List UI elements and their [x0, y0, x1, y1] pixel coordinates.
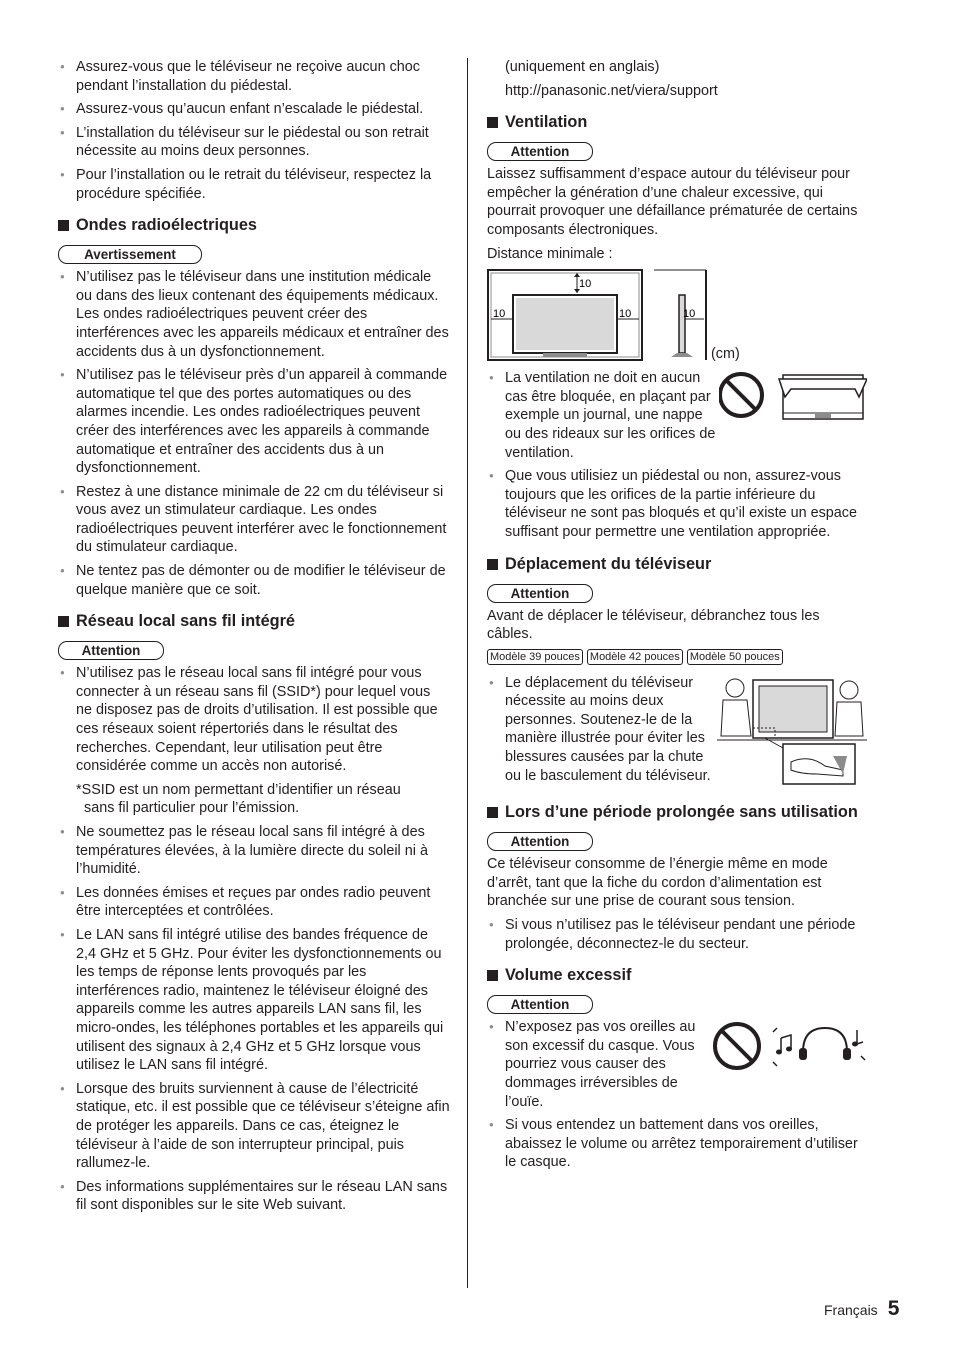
square-bullet-icon [487, 807, 498, 818]
caution-label: Attention [487, 584, 593, 603]
model-tag: Modèle 39 pouces [487, 649, 583, 665]
list-item: ● Lorsque des bruits surviennent à cause de l’électricité statique, etc. il est possible que ce téléviseur s’éteigne afin de protéger les appareils. Dans ce cas, éteignez le téléviseur à l’aide de son interrupteur principal, puis rallumez-le. [58, 1080, 450, 1173]
section-heading-unused [487, 802, 867, 823]
list-item: ● Ne soumettez pas le réseau local sans fil intégré à des températures élevées, à la lumière directe du soleil ni à l’humidité. [58, 823, 450, 879]
heading-text: Réseau local sans fil intégré [76, 612, 295, 631]
dimension-right: 10 [619, 308, 632, 321]
tv-front-clearance-diagram [487, 269, 643, 361]
caution-label: Attention [58, 641, 164, 660]
square-bullet-icon [487, 970, 498, 981]
volume-bullet-list-2 [487, 1116, 867, 1172]
dimension-top: 10 [579, 278, 592, 291]
list-item: ● Que vous utilisiez un piédestal ou non, assurez-vous toujours que les orifices de la partie inférieure du téléviseur ne sont pas bloqués et qu’il existe un espace suffisant pour permettre une ventilation appropriée. [487, 467, 867, 541]
warning-label: Avertissement [58, 245, 202, 264]
note-line: *SSID est un nom permettant d’identifier un réseau [76, 781, 401, 798]
continuation-text: (uniquement en anglais) [505, 59, 660, 75]
section-heading-ventilation [487, 112, 867, 133]
volume-bullet-list [487, 1018, 711, 1116]
heading-text: Déplacement du téléviseur [505, 554, 712, 573]
model-tag: Modèle 50 pouces [687, 649, 783, 665]
column-divider [467, 58, 468, 1288]
heading-text: Volume excessif [505, 966, 632, 985]
heading-text: Lors d’une période prolongée sans utilisation [505, 803, 858, 822]
footer-language: Français [824, 1302, 878, 1318]
tv-side-clearance-diagram [653, 269, 707, 361]
page-footer [824, 1297, 900, 1320]
list-item: ● Les données émises et reçues par ondes radio peuvent être interceptées et contrôlées. [58, 884, 450, 921]
square-bullet-icon [487, 117, 498, 128]
list-item: ● L’installation du téléviseur sur le piédestal ou son retrait nécessite au moins deux personnes. [58, 124, 450, 161]
unit-label: (cm) [711, 345, 740, 362]
ventilation-bullet-block [487, 369, 867, 467]
caution-label: Attention [487, 142, 593, 161]
square-bullet-icon [487, 559, 498, 570]
list-item: ● Restez à une distance minimale de 22 cm du téléviseur si vous avez un stimulateur cardiaque. Les ondes radioélectriques peuvent interférer avec le fonctionnement du stimulateur cardiaque. [58, 483, 450, 557]
list-item: ● N’exposez pas vos oreilles au son excessif du casque. Vous pourriez vous causer des dommages irréversibles de l’ouïe. [487, 1018, 711, 1111]
note-line: sans fil particulier pour l’émission. [84, 800, 300, 817]
section-heading-volume [487, 965, 867, 986]
list-item: ● Le LAN sans fil intégré utilise des bandes fréquence de 2,4 GHz et 5 GHz. Pour éviter les dysfonctionnements ou les temps de réponse lents provoqués par les interférences radio, maintenez le téléviseur éloigné des appareils comme les autres appareils LAN sans fil, les micro-ondes, les téléphones portables et les appareils qui utilisent des signaux à 2,4 GHz et 5 GHz lorsque vous utilisez le LAN sans fil intégré. [58, 926, 450, 1075]
list-item: ● Assurez-vous que le téléviseur ne reçoive aucun choc pendant l’installation du piédestal. [58, 58, 450, 95]
wlan-bullet-list [58, 664, 450, 776]
section-heading-wlan [58, 611, 450, 632]
list-item: ● N’utilisez pas le téléviseur près d’un appareil à commande automatique tel que des portes automatiques ou des alarmes incendie. Les ondes radioélectriques peuvent créer des interférences avec les appareils à commande automatique et entraîner des accidents dus à un dysfonctionnement. [58, 366, 450, 478]
caution-label: Attention [487, 995, 593, 1014]
square-bullet-icon [58, 220, 69, 231]
ventilation-text: Laissez suffisamment d’espace autour du téléviseur pour empêcher la génération d’une chaleur excessive, qui pourrait provoquer une défaillance prématurée de certains composants électroniques. [487, 166, 858, 238]
dimension-left: 10 [493, 308, 506, 321]
right-column [487, 58, 867, 1177]
dimension-side: 10 [683, 308, 696, 321]
support-url: http://panasonic.net/viera/support [505, 82, 718, 99]
ssid-note [58, 781, 450, 818]
heading-text: Ventilation [505, 113, 588, 132]
list-item: ● N’utilisez pas le téléviseur dans une institution médicale ou dans des lieux contenant des équipements médicaux. Les ondes radioélectriques peuvent créer des interférences avec les appareils médicaux et entraîner des accidents dus à un dysfonctionnement. [58, 268, 450, 361]
volume-bullet-block [487, 1018, 867, 1116]
section-heading-move [487, 554, 867, 575]
unused-text: Ce téléviseur consomme de l’énergie même en mode d’arrêt, tant que la fiche du cordon d’alimentation est branchée sur une prise de courant sous tension. [487, 856, 828, 910]
two-person-carry-illustration [717, 674, 867, 786]
distance-label: Distance minimale : [487, 245, 613, 262]
list-item: ● Si vous entendez un battement dans vos oreilles, abaissez le volume ou arrêtez temporairement d’utiliser le casque. [487, 1116, 867, 1172]
move-bullet-block [487, 674, 867, 791]
list-item: ● Assurez-vous qu’aucun enfant n’escalade le piédestal. [58, 100, 450, 119]
square-bullet-icon [58, 616, 69, 627]
left-column [58, 58, 450, 1220]
list-item: ● Pour l’installation ou le retrait du téléviseur, respectez la procédure spécifiée. [58, 166, 450, 203]
ventilation-bullet-list [487, 369, 719, 467]
move-bullet-list [487, 674, 717, 791]
model-tags [487, 649, 867, 665]
list-item: ● Si vous n’utilisez pas le téléviseur pendant une période prolongée, déconnectez-le du secteur. [487, 916, 867, 953]
intro-bullet-list [58, 58, 450, 203]
section-heading-radio [58, 215, 450, 236]
list-item: ● N’utilisez pas le réseau local sans fil intégré pour vous connecter à un réseau sans fil (SSID*) pour lequel vous ne disposez pas de droits d’utilisation. Il est possible que ces réseaux soient répertoriés dans le résultat des recherches. Cependant, leur utilisation peut être considérée comme un accès non autorisé. [58, 664, 450, 776]
list-item: ● La ventilation ne doit en aucun cas être bloquée, en plaçant par exemple un journal, une nappe ou des rideaux sur les orifices de ventilation. [487, 369, 719, 462]
caution-label: Attention [487, 832, 593, 851]
model-tag: Modèle 42 pouces [587, 649, 683, 665]
list-item: ● Le déplacement du téléviseur nécessite au moins deux personnes. Soutenez-le de la manière illustrée pour éviter les blessures causées par la chute ou le basculement du téléviseur. [487, 674, 717, 786]
prohibited-headphones-illustration [711, 1018, 867, 1074]
ventilation-bullet-list-2 [487, 467, 867, 541]
prohibited-cover-illustration [719, 369, 867, 425]
move-text: Avant de déplacer le téléviseur, débranchez tous les câbles. [487, 607, 820, 643]
list-item: ● Ne tentez pas de démonter ou de modifier le téléviseur de quelque manière que ce soit. [58, 562, 450, 599]
list-item: ● Des informations supplémentaires sur le réseau LAN sans fil sont disponibles sur le site Web suivant. [58, 1178, 450, 1215]
unused-bullet-list [487, 916, 867, 953]
ventilation-diagram [487, 269, 867, 361]
radio-bullet-list [58, 268, 450, 599]
wlan-bullet-list-2 [58, 823, 450, 1215]
page-number: 5 [887, 1297, 900, 1320]
heading-text: Ondes radioélectriques [76, 216, 257, 235]
